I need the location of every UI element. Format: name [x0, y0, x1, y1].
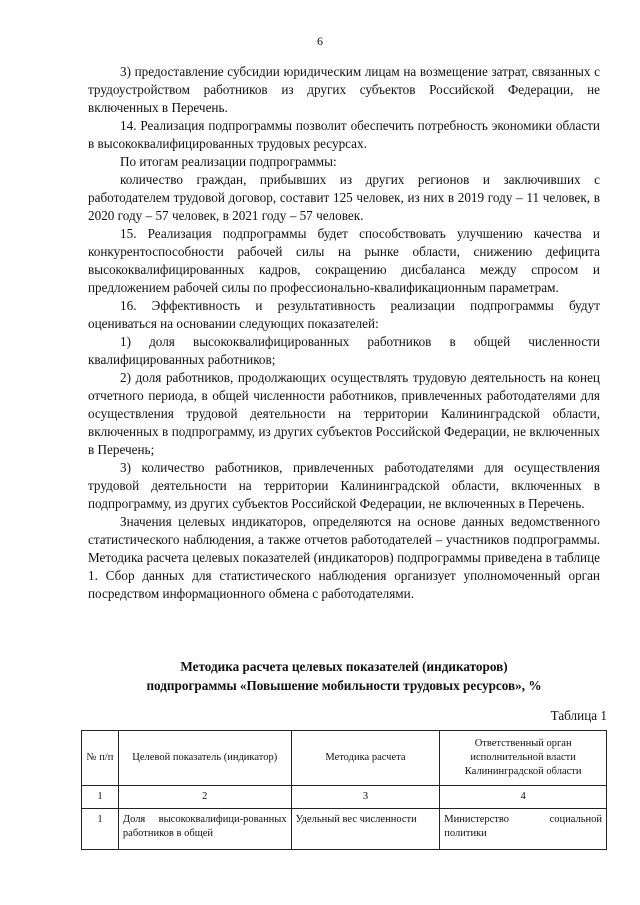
table-heading	[88, 657, 600, 695]
paragraph-point-16: 16. Эффективность и результативность реализации подпрограммы будут оцениваться на основании следующих показателей:	[88, 298, 600, 331]
header-authority: Ответственный орган исполнительной власти Калининградской области	[440, 731, 607, 786]
body-text	[88, 63, 600, 603]
table-header-row	[82, 731, 607, 786]
paragraph-point-14: 14. Реализация подпрограммы позволит обеспечить потребность экономики области в высококвалифицированных трудовых ресурсах.	[88, 118, 600, 151]
header-method: Методика расчета	[291, 731, 440, 786]
page-number: 6	[317, 34, 323, 48]
paragraph-results-intro: По итогам реализации подпрограммы:	[120, 154, 337, 169]
table-row	[82, 809, 607, 850]
table-caption: Таблица 1	[550, 708, 607, 723]
paragraph-citizens-count: количество граждан, прибывших из других регионов и заключивших с работодателем трудовой договор, составит 125 человек, из них в 2019 году – 11 человек, в 2020 году – 57 человек, в 2021 году – 57 человек.	[88, 172, 600, 223]
paragraph-subsidy-item-3: 3) предоставление субсидии юридическим лицам на возмещение затрат, связанных с трудоустройством работников из других субъектов Российской Федерации, не включенных в Перечень.	[88, 64, 600, 115]
column-number-4: 4	[440, 786, 607, 809]
header-indicator: Целевой показатель (индикатор)	[118, 731, 291, 786]
methodology-table	[81, 730, 607, 850]
table-heading-line-1: Методика расчета целевых показателей (индикаторов)	[180, 659, 508, 674]
paragraph-indicator-3: 3) количество работников, привлеченных работодателями для осуществления трудовой деятельности на территории Калининградской области, включенных в подпрограмму, из других субъектов Российской Федерации, не включенных в Перечень.	[88, 460, 600, 511]
row-number: 1	[82, 809, 119, 850]
row-indicator: Доля высококвалифици-рованных работников в общей	[118, 809, 291, 850]
column-number-3: 3	[291, 786, 440, 809]
row-authority: Министерство социальной политики	[440, 809, 607, 850]
column-number-2: 2	[118, 786, 291, 809]
column-number-1: 1	[82, 786, 119, 809]
table-column-number-row	[82, 786, 607, 809]
paragraph-indicator-2: 2) доля работников, продолжающих осуществлять трудовую деятельность на конец отчетного периода, в общей численности работников, привлеченных работодателями для осуществления трудовой деятельности на территории Калининградской области, включенных в подпрограмму, из других субъектов Российской Федерации, не включенных в Перечень;	[88, 370, 600, 457]
table-heading-line-2: подпрограммы «Повышение мобильности трудовых ресурсов», %	[146, 678, 542, 693]
row-method: Удельный вес численности	[291, 809, 440, 850]
paragraph-indicator-values: Значения целевых индикаторов, определяются на основе данных ведомственного статистического наблюдения, а также отчетов работодателей – участников подпрограммы. Методика расчета целевых показателей (индикаторов) подпрограммы приведена в таблице 1. Сбор данных для статистического наблюдения организует уполномоченный орган посредством информационного обмена с работодателями.	[88, 514, 600, 601]
page-bottom-margin	[0, 870, 640, 905]
paragraph-indicator-1: 1) доля высококвалифицированных работников в общей численности квалифицированных работников;	[88, 334, 600, 367]
header-number: № п/п	[82, 731, 119, 786]
paragraph-point-15: 15. Реализация подпрограммы будет способствовать улучшению качества и конкурентоспособности рабочей силы на рынке области, снижению дефицита высококвалифицированных кадров, сокращению дисбаланса между спросом и предложением рабочей силы по профессионально-квалификационным параметрам.	[88, 226, 600, 295]
